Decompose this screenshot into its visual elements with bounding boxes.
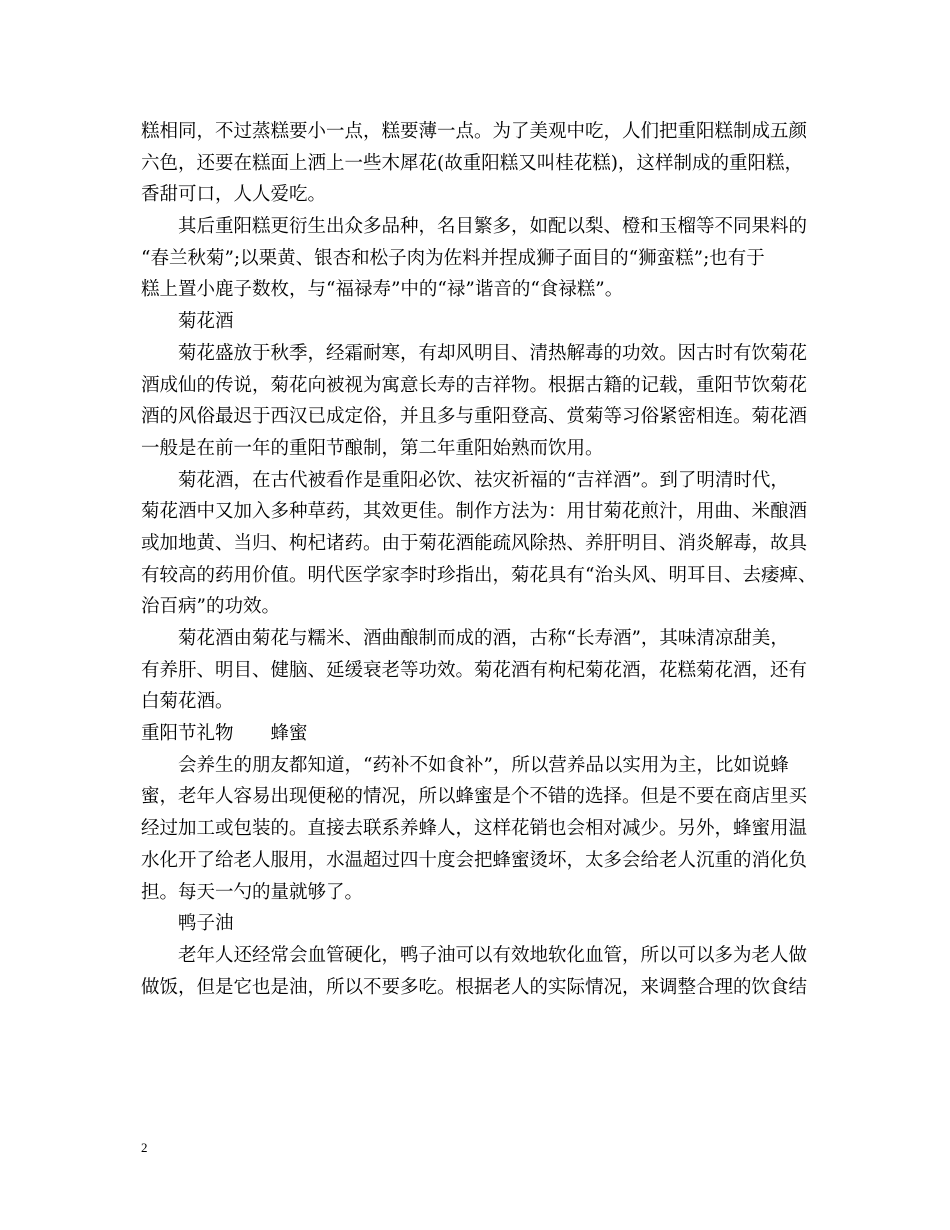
text-line: 治百病”的功效。 <box>141 596 280 618</box>
text-line: 鸭子油 <box>178 913 234 935</box>
text-line: 老年人还经常会血管硬化，鸭子油可以有效地软化血管，所以可以多为老人做 <box>178 944 808 966</box>
text-line: 菊花酒中又加入多种草药，其效更佳。制作方法为：用甘菊花煎汁，用曲、米酿酒 <box>141 501 808 523</box>
text-line: 六色，还要在糕面上洒上一些木犀花(故重阳糕又叫桂花糕)，这样制成的重阳糕， <box>141 152 803 174</box>
text-line: 菊花酒 <box>178 311 234 333</box>
page-number: 2 <box>141 1140 148 1155</box>
text-line: 菊花酒由菊花与糯米、酒曲酿制而成的酒，古称“长寿酒”，其味清凉甜美， <box>178 628 789 649</box>
text-line: 菊花酒，在古代被看作是重阳必饮、祛灾祈福的“吉祥酒”。到了明清时代， <box>178 469 789 491</box>
text-line: 经过加工或包装的。直接去联系养蜂人，这样花销也会相对减少。另外，蜂蜜用温 <box>141 818 808 840</box>
text-line: 或加地黄、当归、枸杞诸药。由于菊花酒能疏风除热、养肝明目、消炎解毒，故具 <box>141 532 808 554</box>
text-line: 水化开了给老人服用，水温超过四十度会把蜂蜜烫坏，太多会给老人沉重的消化负 <box>141 849 808 871</box>
text-line: 会养生的朋友都知道，“药补不如食补”，所以营养品以实用为主，比如说蜂 <box>178 754 789 776</box>
text-line: 一般是在前一年的重阳节酿制，第二年重阳始熟而饮用。 <box>141 437 604 459</box>
text-line: 糕相同，不过蒸糕要小一点，糕要薄一点。为了美观中吃，人们把重阳糕制成五颜 <box>141 121 808 142</box>
text-line: 有较高的药用价值。明代医学家李时珍指出，菊花具有“治头风、明耳目、去痿痺、 <box>141 564 817 586</box>
text-line: “春兰秋菊”;以栗黄、银杏和松子肉为佐料并捏成狮子面目的“狮蛮糕”;也有于 <box>141 247 765 269</box>
text-line: 香甜可口，人人爱吃。 <box>141 184 327 206</box>
text-line: 担。每天一勺的量就够了。 <box>141 881 364 903</box>
text-line: 糕上置小鹿子数枚，与“福禄寿”中的“禄”谐音的“食禄糕”。 <box>141 279 624 301</box>
text-line: 菊花盛放于秋季，经霜耐寒，有却风明目、清热解毒的功效。因古时有饮菊花 <box>178 342 808 364</box>
document-body <box>141 116 821 1003</box>
text-line: 酒的风俗最迟于西汉已成定俗，并且多与重阳登高、赏菊等习俗紧密相连。菊花酒 <box>141 406 808 428</box>
text-line: 做饭，但是它也是油，所以不要多吃。根据老人的实际情况，来调整合理的饮食结 <box>141 976 808 998</box>
text-line: 白菊花酒。 <box>141 691 234 713</box>
text-line: 有养肝、明目、健脑、延缓衰老等功效。菊花酒有枸杞菊花酒，花糕菊花酒，还有 <box>141 659 808 681</box>
text-line: 重阳节礼物 蜂蜜 <box>141 723 308 745</box>
text-line: 蜜，老年人容易出现便秘的情况，所以蜂蜜是个不错的选择。但是不要在商店里买 <box>141 786 808 808</box>
text-line: 酒成仙的传说，菊花向被视为寓意长寿的吉祥物。根据古籍的记载，重阳节饮菊花 <box>141 374 808 396</box>
text-line: 其后重阳糕更衍生出众多品种，名目繁多，如配以梨、橙和玉榴等不同果料的 <box>178 216 808 238</box>
